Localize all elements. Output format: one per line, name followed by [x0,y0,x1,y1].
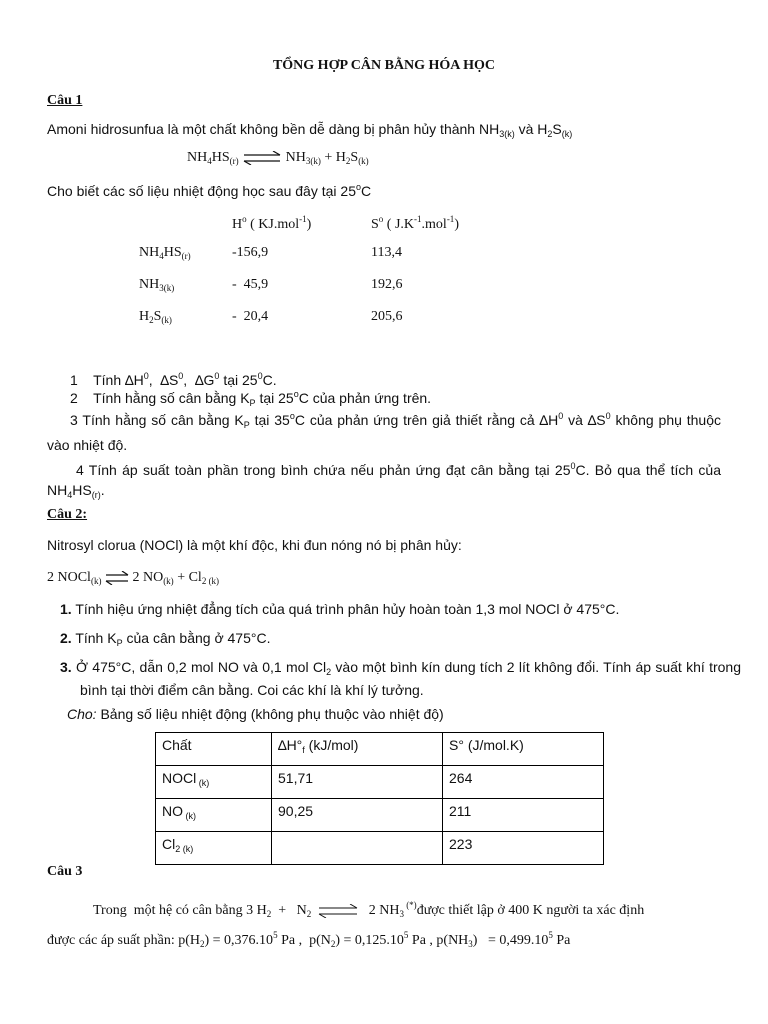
q1-equation: $NH_4HS_{(r)}$ $NH_{3(k)} + H_2S_{(k)}$ [187,150,369,166]
table-cell: 51,71 [272,766,443,799]
table-cell: NOCl $_{(k)}$ [156,766,272,799]
q1-col-header-s: $S^o$ ( $J.K^{-1}.mol^{-1}$) [371,214,459,232]
equilibrium-arrow-icon [318,904,358,918]
question-3-heading: Câu 3 [47,864,83,879]
q1-intro: Amoni hidrosunfua là một chất không bền dễ dàng bị phân hủy thành $NH_{3(k)}$ và $H_2S_{(k)}$ [47,121,573,139]
table-cell: $Cl_{2 (k)}$ [156,832,272,865]
table-row [156,832,604,865]
question-2-heading: Câu 2: [47,507,88,522]
table-cell: 264 [443,766,604,799]
thermo-data-table [155,732,604,865]
table-cell: NO $_{(k)}$ [156,799,272,832]
table-header-row [156,733,604,766]
q1-col-header-h: $H^o$ ( KJ.mol$^{-1}$) [232,214,312,232]
q2-intro: Nitrosyl clorua (NOCl) là một khí độc, khi đun nóng nó bị phân hủy: [47,537,462,553]
question-1-heading: Câu 1 [47,93,83,108]
q1-row-s: 113,4 [371,245,402,260]
q1-data-intro: Cho biết các số liệu nhiệt động học sau đây tại 25$^o$C [47,182,372,199]
q1-task-4: 4 Tính áp suất toàn phần trong bình chứa nếu phản ứng đạt cân bằng tại $25^0C$. Bỏ qua thể tích của $NH_4HS_{(r)}$. [47,461,722,500]
q1-row-name: $H_2S_{(k)}$ [139,309,172,325]
q1-row-h: - 45,9 [232,277,269,292]
q2-note: Cho: Bảng số liệu nhiệt động (không phụ thuộc vào nhiệt độ) [67,706,444,722]
page-title: TỔNG HỢP CÂN BẰNG HÓA HỌC [272,58,496,73]
equilibrium-arrow-icon [242,151,282,165]
q3-line-1: Trong một hệ có cân bằng 3 $H_2 + N_2$ 2 $NH_3$ (*)được thiết lập ở 400 K người ta xác định [93,900,645,919]
q1-task-1: 1 Tính $\Delta H^0$, $\Delta S^0$, $\Delta G^0$ tại $25^0C$. [70,371,277,388]
table-cell: 211 [443,799,604,832]
table-header-cell: S° (J/mol.K) [443,733,604,766]
q2-item-3: 3. Ở 475°C, dẫn 0,2 mol NO và 0,1 mol $Cl_2$ vào một bình kín dung tích 2 lít không đổi. Tính áp suất khí trong bình tại thời điểm cân bằng. Coi các khí là khí lý tưởng. [60,659,742,698]
q1-row-h: - 20,4 [232,309,269,324]
q2-item-1: 1. Tính hiệu ứng nhiệt đẳng tích của quá trình phân hủy hoàn toàn 1,3 mol NOCl ở 475°C. [60,601,620,617]
q1-row-name: $NH_4HS_{(r)}$ [139,245,191,261]
equilibrium-arrow-icon [105,571,129,585]
q1-row-h: -156,9 [232,245,269,260]
q3-line-2: được các áp suất phần: $p(H_2) = 0,376.10^5$ Pa , $p(N_2) = 0,125.10^5$ Pa , $p(NH_3) = 0,499.10^5$ Pa [47,930,571,949]
table-cell: 223 [443,832,604,865]
table-row [156,799,604,832]
table-cell: 90,25 [272,799,443,832]
q1-task-3: 3 Tính hằng số cân bằng $K_P$ tại 35$^o$C của phản ứng trên giả thiết rằng cả $\Delta H^0$ và $\Delta S^0$ không phụ thuộc vào nhiệt độ. [47,411,722,453]
q1-task-2: 2 Tính hằng số cân bằng $K_P$ tại 25$^o$C của phản ứng trên. [70,389,432,408]
q1-row-name: $NH_{3(k)}$ [139,277,175,293]
table-cell [272,832,443,865]
q1-row-s: 205,6 [371,309,403,324]
q1-row-s: 192,6 [371,277,403,292]
table-header-cell: $\Delta H^\circ_f$ (kJ/mol) [272,733,443,766]
table-row [156,766,604,799]
q2-item-2: 2. Tính $K_P$ của cân bằng ở 475°C. [60,630,271,648]
q2-equation: 2 NOCl$_{(k)}$ 2 $NO_{(k)} + Cl_{2 (k)}$ [47,570,220,586]
table-header-cell: Chất [156,733,272,766]
